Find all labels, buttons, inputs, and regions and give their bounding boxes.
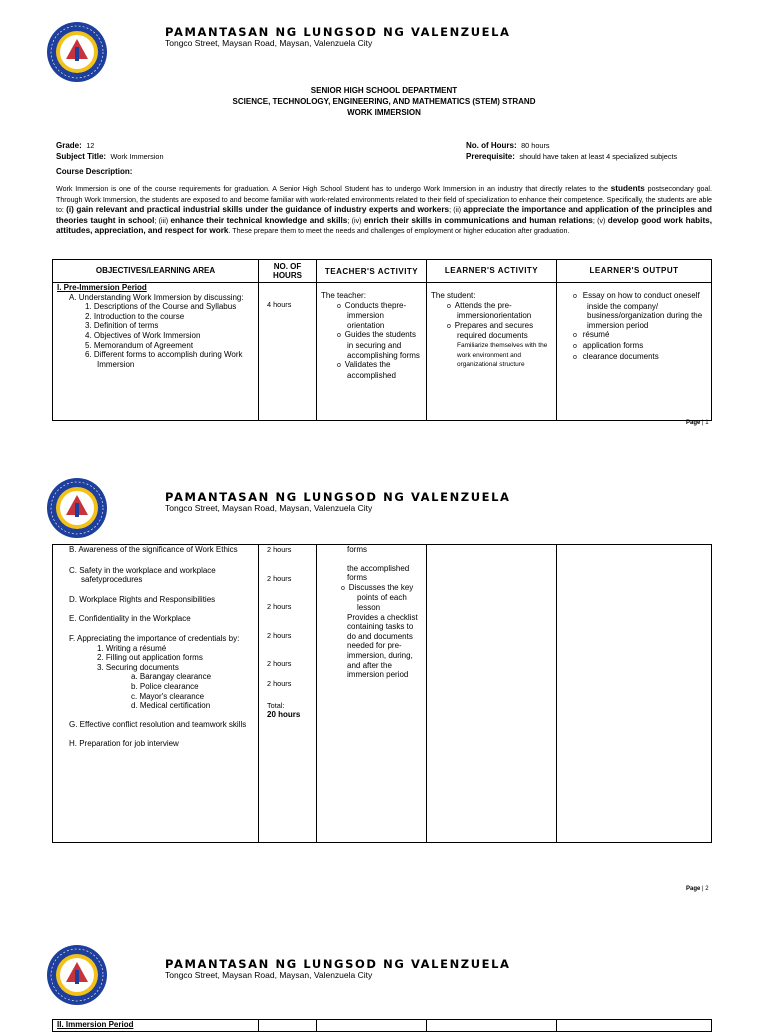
objective-f-item: 1. Writing a résumé	[97, 643, 167, 653]
header-hours: NO. OF HOURS	[259, 260, 317, 283]
objectives-cell	[53, 1020, 259, 1032]
university-address: Tongco Street, Maysan Road, Maysan, Valenzuela City	[165, 503, 373, 513]
teacher-item: o Conducts thepre-immersion orientation	[337, 300, 407, 330]
teacher-item-text: Conducts thepre-immersion orientation	[344, 300, 407, 330]
desc-skill: enrich their skills in communications and human relations	[363, 215, 593, 225]
objective-item: 2. Introduction to the course	[85, 311, 185, 321]
objectives-cell	[53, 283, 259, 421]
learner-activity-cell	[427, 283, 557, 421]
learner-activity-cell	[427, 545, 557, 843]
page-label: Page	[686, 420, 701, 426]
teacher-tail: Provides a checklist containing tasks to do and documents needed for pre-immersion, during, and after the immersion period	[347, 612, 418, 680]
learner-activity-cell	[427, 1020, 557, 1032]
objective-item: 5. Memorandum of Agreement	[85, 340, 194, 350]
learner-output-cell	[557, 545, 712, 843]
teacher-activity-cell	[317, 1020, 427, 1032]
university-name: PAMANTASAN NG LUNGSOD NG VALENZUELA	[165, 490, 511, 504]
output-item-text: clearance documents	[582, 351, 659, 361]
objective-b: B. Awareness of the significance of Work Ethics	[69, 545, 238, 554]
university-logo	[46, 944, 108, 1006]
desc-part: ; (iii)	[154, 216, 169, 225]
objective-f: F. Appreciating the importance of credentials by:	[69, 633, 240, 643]
subject-line	[56, 146, 164, 164]
hours-value: 2 hours	[267, 602, 292, 612]
teacher-item: o Discusses the key points of each lesson	[341, 582, 414, 612]
teacher-continued: forms	[347, 545, 367, 554]
header-learner-activity: LEARNER'S ACTIVITY	[427, 260, 557, 283]
objective-item: 6. Different forms to accomplish during Work Immersion	[85, 350, 243, 369]
objective-f3-item: d. Medical certification	[131, 701, 211, 711]
prerequisite-line	[466, 146, 677, 164]
objective-c: C. Safety in the workplace and workplace safetyprocedures	[69, 565, 216, 585]
hours-cell	[259, 283, 317, 421]
hours-value: 2 hours	[267, 630, 292, 640]
teacher-activity-cell	[317, 545, 427, 843]
subject-label: Subject Title:	[56, 152, 107, 161]
subject-value: Work Immersion	[110, 152, 164, 161]
desc-skill: enhance their technical knowledge and skills	[170, 215, 348, 225]
objectives-cell	[53, 545, 259, 843]
objective-a: A. Understanding Work Immersion by discussing:	[69, 292, 244, 302]
grade-value: 12	[86, 141, 95, 150]
objective-f-item: 3. Securing documents	[97, 662, 179, 672]
objective-item: 1. Descriptions of the Course and Syllabus	[85, 302, 237, 312]
desc-skill: (i) gain relevant and practical industrial skills under the guidance of industry experts and workers	[66, 205, 450, 214]
university-name: PAMANTASAN NG LUNGSOD NG VALENZUELA	[165, 957, 511, 971]
total-label: Total:	[267, 700, 285, 710]
objective-f3-item: b. Police clearance	[131, 681, 199, 691]
university-name: PAMANTASAN NG LUNGSOD NG VALENZUELA	[165, 25, 511, 39]
header-objectives: OBJECTIVES/LEARNING AREA	[53, 260, 259, 283]
university-address: Tongco Street, Maysan Road, Maysan, Valenzuela City	[165, 38, 373, 48]
learner-item: o Prepares and secures required documents	[447, 320, 534, 341]
objective-g: G. Effective conflict resolution and teamwork skills	[69, 719, 247, 729]
page-value: 2	[705, 886, 709, 892]
objective-f3-item: a. Barangay clearance	[131, 672, 212, 682]
immersion-table-page2	[52, 544, 712, 843]
hours-cell	[259, 1020, 317, 1032]
desc-skill: develop good work habits, attitudes, appreciation, and respect for work	[56, 215, 713, 235]
output-item-text: application forms	[582, 340, 644, 350]
hours-value: 80 hours	[521, 141, 550, 150]
objective-f3-item: c. Mayor's clearance	[131, 691, 205, 701]
objective-d: D. Workplace Rights and Responsibilities	[69, 594, 216, 604]
page-number-1: Page | 1	[686, 420, 709, 426]
desc-part: . These prepare them to meet the needs and challenges of employment or higher education after graduation.	[228, 227, 570, 235]
learner-item-text: Prepares and secures required documents	[454, 320, 534, 341]
page-label: Page	[686, 886, 701, 892]
desc-skill: appreciate the importance and application of the principles and theories taught in school	[56, 205, 712, 225]
output-item-text: Essay on how to conduct oneself inside the company/ business/organization during the immersion period	[582, 291, 703, 330]
page-number-2: Page | 2	[686, 886, 709, 892]
hours-cell	[259, 545, 317, 843]
header-teacher-activity: TEACHER'S ACTIVITY	[317, 260, 427, 283]
course-description	[56, 184, 712, 237]
desc-part: ; (v)	[592, 216, 606, 225]
objective-e: E. Confidentiality in the Workplace	[69, 614, 191, 624]
objective-item: 3. Definition of terms	[85, 321, 159, 331]
objective-h: H. Preparation for job interview	[69, 739, 179, 749]
hours-label: No. of Hours:	[466, 141, 517, 150]
learner-extra: Familiarize themselves with the work environment and organizational structure	[457, 341, 548, 369]
output-item: o clearance documents	[573, 351, 659, 361]
output-item: o application forms	[573, 340, 644, 350]
learner-output-cell	[557, 283, 712, 421]
total-value: 20 hours	[267, 710, 301, 720]
teacher-line: the accomplished forms	[347, 563, 410, 583]
immersion-table-page1	[52, 259, 712, 421]
objective-f-item: 2. Filling out application forms	[97, 653, 203, 663]
teacher-item: o Guides the students in securing and accomplishing forms	[337, 330, 420, 360]
immersion-table-page3	[52, 1019, 712, 1032]
output-item: o Essay on how to conduct oneself inside the company/ business/organization during the immersion period	[573, 291, 703, 330]
university-logo	[46, 477, 108, 539]
teacher-item-text: Validates the accomplished	[344, 360, 396, 380]
output-item-text: résumé	[582, 330, 610, 340]
teacher-intro: The teacher:	[321, 291, 366, 300]
teacher-activity-cell	[317, 283, 427, 421]
prerequisite-value: should have taken at least 4 specialized subjects	[519, 152, 678, 161]
desc-part: students	[610, 184, 645, 193]
teacher-item: o Validates the accomplished	[337, 360, 396, 380]
prerequisite-label: Prerequisite:	[466, 152, 515, 161]
hours-value: 4 hours	[267, 300, 292, 309]
hours-value: 2 hours	[267, 659, 292, 669]
grade-label: Grade:	[56, 141, 82, 150]
desc-part: ; (ii)	[449, 206, 462, 214]
output-item: o résumé	[573, 330, 610, 340]
course-description-label: Course Description:	[56, 167, 133, 176]
university-logo	[46, 21, 108, 83]
learner-output-cell	[557, 1020, 712, 1032]
department-title: SENIOR HIGH SCHOOL DEPARTMENT	[310, 86, 458, 95]
learner-item: o Attends the pre-immersionorientation	[447, 300, 532, 321]
learner-intro: The student:	[431, 291, 476, 300]
hours-value: 2 hours	[267, 573, 292, 583]
hours-value: 2 hours	[267, 678, 292, 688]
desc-part: ; (iv)	[347, 216, 362, 225]
desc-part: postsecondary goal. Through Work Immersion, the students are exposed to and become familiar with work-related environments related to their field of specialization to enhance their competence. Specifically, the students are able to:	[56, 185, 712, 214]
section-title: II. Immersion Period	[57, 1020, 134, 1029]
section-title: I. Pre-Immersion Period	[57, 283, 147, 292]
header-learner-output: LEARNER'S OUTPUT	[557, 260, 712, 283]
university-address: Tongco Street, Maysan Road, Maysan, Valenzuela City	[165, 970, 373, 980]
learner-item-text: Attends the pre-immersionorientation	[454, 300, 532, 321]
course-title: WORK IMMERSION	[347, 108, 421, 117]
objective-item: 4. Objectives of Work Immersion	[85, 330, 201, 340]
strand-title: SCIENCE, TECHNOLOGY, ENGINEERING, AND MATHEMATICS (STEM) STRAND	[232, 97, 536, 106]
page-value: 1	[705, 420, 709, 426]
desc-part: Work Immersion is one of the course requirements for graduation. A Senior High School Student has to undergo Work Immersion in an industry that directly relates to the	[56, 185, 608, 193]
hours-value: 2 hours	[267, 545, 292, 554]
teacher-item-text: Guides the students in securing and accomplishing forms	[344, 330, 420, 360]
teacher-item-text: Discusses the key points of each lesson	[348, 582, 414, 612]
